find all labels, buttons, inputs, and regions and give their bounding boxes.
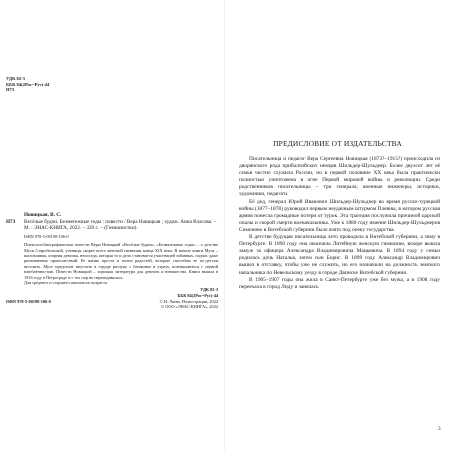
preface-paragraph: Писательница и педагог Вера Сергеевна Новицкая (1873?–1915?) происходила из дворянского рода прибалтийских немцев Шильдер-Шульднер. Более двухсот лет её семья честно служила России, но в первой половине XX века была практически полностью уничтожена в огне Первой мировой войны и революции. Среди родственников писательницы – три генерала, военные инженеры, историки, художники, педагоги.: [239, 156, 440, 198]
preface-title: ПРЕДИСЛОВИЕ ОТ ИЗДАТЕЛЬСТВА: [273, 139, 402, 148]
catalog-card: [6, 212, 218, 309]
catalog-title: Весёлые будни. Безмятежные годы : повести / Вера Новицкая ; худож. Анна Власова. – М. : ЭНАС-КНИГА, 2022. – 320 с. – (Гимназистки).: [24, 218, 217, 232]
preface-paragraph: В 1905–1907 годы она жила в Санкт-Петербурге уже без мужа, а в 1908 году переехала в город Лиду и занялась: [239, 276, 440, 290]
catalog-isbn-bold: ISBN 978-5-00198-106-0: [6, 298, 51, 304]
catalog-bbk: УДК 82-3 ББК 84(2Рос=Рус)-44: [177, 287, 218, 298]
catalog-audience: Для среднего и старшего школьного возраста: [24, 280, 108, 286]
catalog-isbn: ISBN 978-5-00198-106-0: [24, 233, 69, 239]
catalog-copyright: © Н. Лаева. Иллюстрации, 2022 © ООО «ЭНАС-КНИГА», 2022: [159, 298, 218, 310]
catalog-code: Н73: [6, 218, 16, 225]
preface-body: [239, 156, 440, 291]
preface-page: [225, 0, 450, 450]
author-mark-line: Н73: [6, 87, 15, 93]
page-number: 3: [438, 426, 441, 432]
udc-codes: [6, 76, 86, 93]
preface-paragraph: В детстве будущая писательница лето проводила в Витебской губернии, а зиму в Петербурге. В 1890 году она окончила Литейную женскую гимназию, вскоре вышла замуж за офицера Александра Владимировича Мацкевича. В 1894 году у семьи родилась дочь Наталья, затем сын Борис. В 1899 году Александр Владимирович вышел в отставку, чтобы уже не служить, но его назначили на должность земского начальника по Невельскому уезду в городе Двинске Витебской губернии.: [239, 234, 440, 276]
bbk-line: ББК 84(2Рос=Рус)-44: [6, 81, 50, 87]
preface-paragraph: Её дед, генерал Юрий Иванович Шильдер-Шульднер во время русско-турецкой войны (1877–1878) руководил первым неудачным штурмом Плевны, в котором русская армия понесла громадные потери от турок. Эта трагедия послужила причиной царской опалы и скорой смерти военачальника. Уже к 1880 году имение Шильдер-Шульднеров Симоново в Витебской губернии было взято под опеку государства.: [239, 198, 440, 233]
catalog-annotation: Психологобиографические повести Веры Новицкой «Весёлые будни», «Безмятежные годы» – о детстве Муси Старобельской, ученицы скорее всего женской гимназии конца XIX века. В начале книги Муся – шаловливая, озорная девочка, непоседа, которая то и дело становится участницей забавных, подчас даже рискованных происшествий. Её жизнь проста и полна радостей, которые способны ее по-детски веселить. Мусе предстоит впустить в сердце разлуку с близкими и утрату, познакомиться с первой влюблённостью. Повести Новицкой – хорошая литература для девочек и юношества. Книга вышла в 1916 году в Петрограде и с тех пор не переиздавалась.: [24, 242, 218, 280]
udc-line: УДК 82-3: [6, 76, 25, 81]
catalog-author: Новицкая, В. С.: [24, 212, 62, 218]
